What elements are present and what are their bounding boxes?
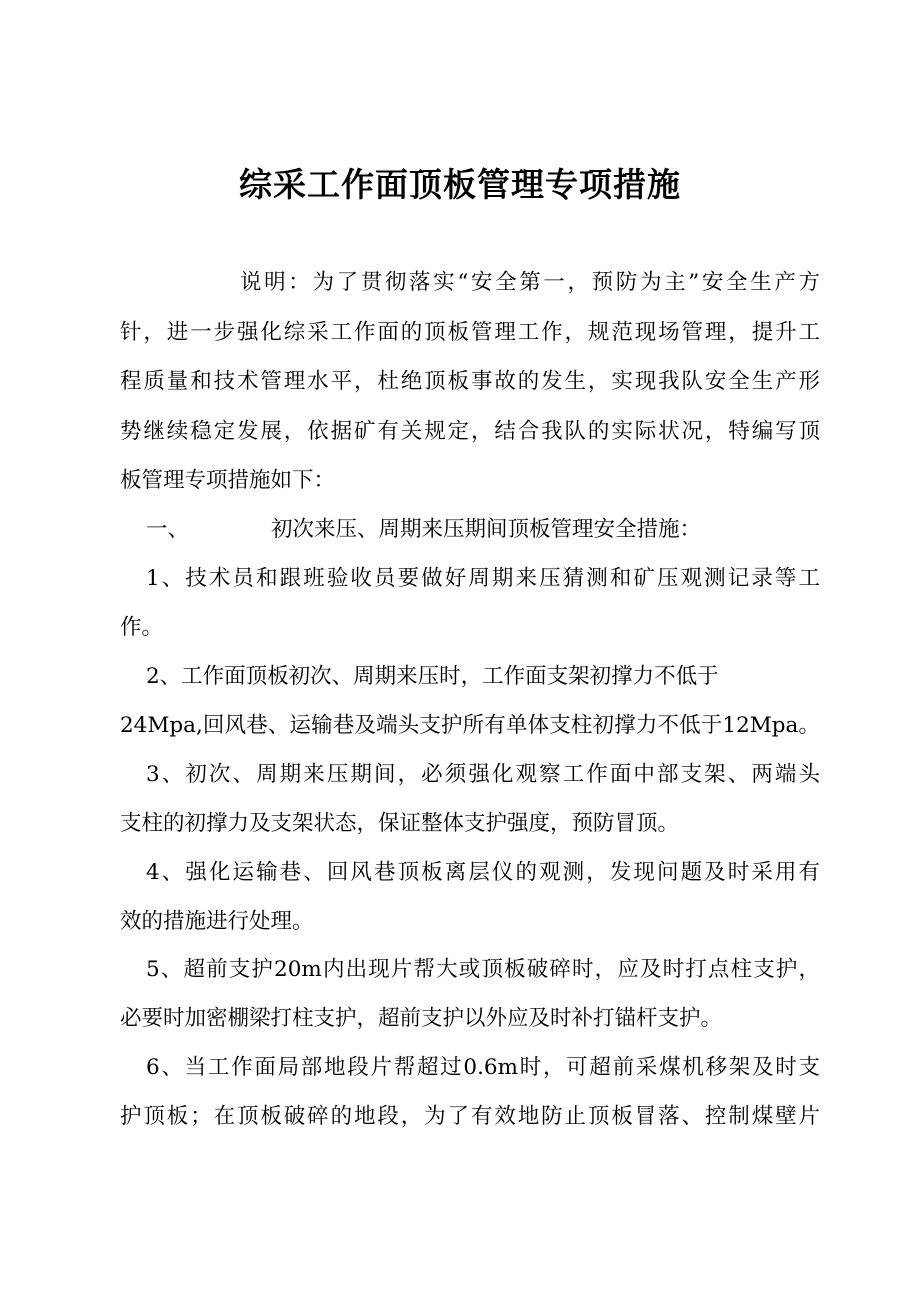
list-item-line: 1、技术员和跟班验收员要做好周期来压猜测和矿压观测记录等工 xyxy=(146,566,820,591)
list-item-line: 4、强化运输巷、回风巷顶板离层仪的观测，发现问题及时采用有 xyxy=(146,860,820,885)
list-item-line: 护顶板；在顶板破碎的地段，为了有效地防止顶板冒落、控制煤壁片 xyxy=(120,1104,820,1129)
section-heading: 一、 初次来压、周期来压期间顶板管理安全措施： xyxy=(146,517,702,542)
list-item-line: 6、当工作面局部地段片帮超过0.6m时，可超前采煤机移架及时支 xyxy=(146,1055,820,1080)
page-title: 综采工作面顶板管理专项措施 xyxy=(239,165,681,204)
list-item-line: 2、工作面顶板初次、周期来压时，工作面支架初撑力不低于 xyxy=(146,664,719,689)
list-item-line: 效的措施进行处理。 xyxy=(120,909,314,934)
paragraph-line: 势继续稳定发展，依据矿有关规定，结合我队的实际状况，特编写顶 xyxy=(120,419,820,444)
paragraph-line: 板管理专项措施如下： xyxy=(120,468,336,493)
list-item-line: 支柱的初撑力及支架状态，保证整体支护强度，预防冒顶。 xyxy=(120,811,680,836)
paragraph-line: 针，进一步强化综采工作面的顶板管理工作，规范现场管理，提升工 xyxy=(120,320,820,345)
paragraph-line: 说明：为了贯彻落实“安全第一，预防为主”安全生产方 xyxy=(240,270,820,295)
list-item-line: 3、初次、周期来压期间，必须强化观察工作面中部支架、两端头 xyxy=(146,762,820,787)
list-item-line: 5、超前支护20m内出现片帮大或顶板破碎时，应及时打点柱支护， xyxy=(146,957,820,982)
paragraph-line: 程质量和技术管理水平，杜绝顶板事故的发生，实现我队安全生产形 xyxy=(120,369,820,394)
list-item-line: 必要时加密棚梁打柱支护，超前支护以外应及时补打锚杆支护。 xyxy=(120,1006,723,1031)
list-item-line: 作。 xyxy=(120,615,164,640)
list-item-line: 24Mpa,回风巷、运输巷及端头支护所有单体支柱初撑力不低于12Mpa。 xyxy=(120,713,820,738)
